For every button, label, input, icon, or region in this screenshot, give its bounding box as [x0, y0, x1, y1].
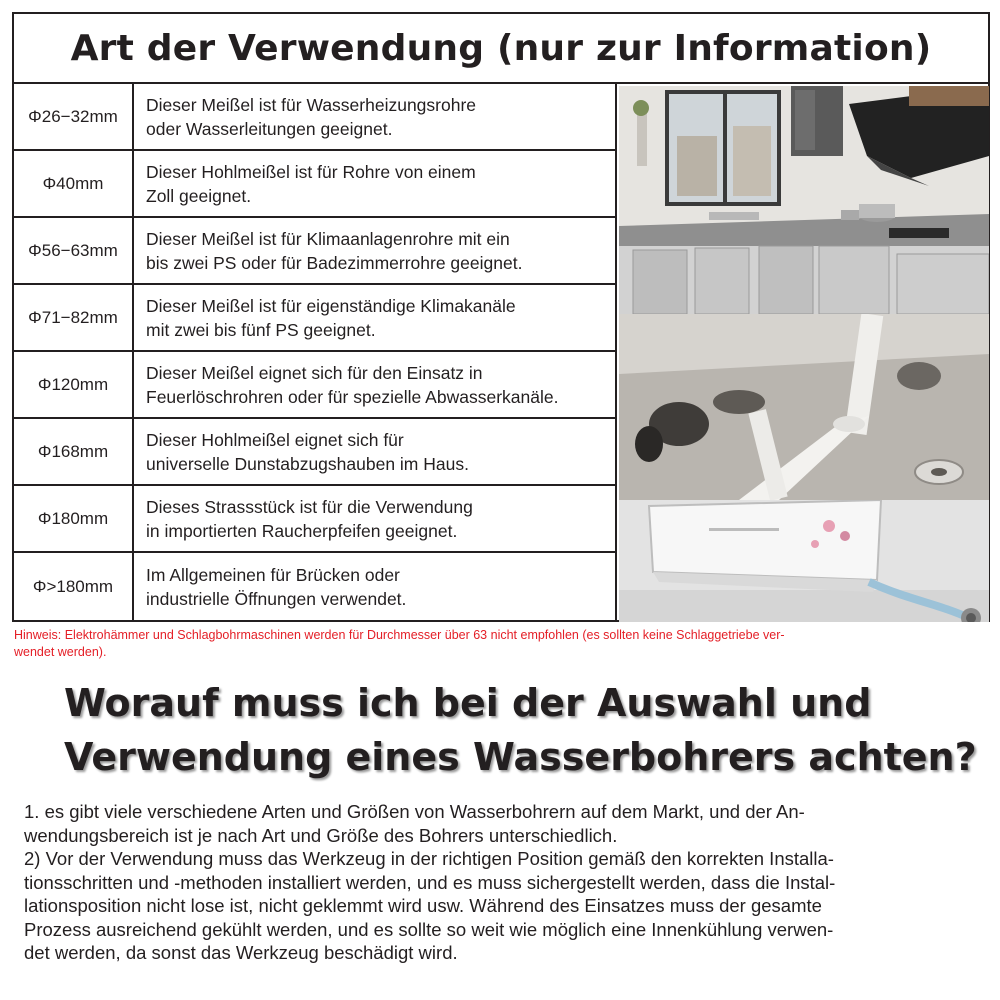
- table-row: [14, 553, 617, 620]
- warning-note: [14, 627, 986, 661]
- description-cell: [134, 495, 473, 543]
- instructions-paragraph: [24, 800, 984, 965]
- description-cell: [134, 227, 522, 275]
- body-line: tionsschritten und -methoden installiert werden, und es muss sichergestellt werden, dass die Instal-: [24, 871, 836, 893]
- diameter-cell: Φ180mm: [14, 486, 134, 551]
- body-line: 2) Vor der Verwendung muss das Werkzeug in der richtigen Position gemäß den korrekten Installa-: [24, 848, 834, 869]
- note-line: wendet werden).: [14, 645, 107, 659]
- table-row: [14, 352, 617, 419]
- diameter-cell: Φ26−32mm: [14, 84, 134, 149]
- description-cell: [134, 93, 476, 141]
- info-table-frame: [12, 12, 990, 622]
- description-line: Im Allgemeinen für Brücken oder: [146, 564, 400, 585]
- pipe-wall-photo: [619, 314, 989, 500]
- body-line: wendungsbereich ist je nach Art und Größe des Bohrers unterschiedlich.: [24, 824, 618, 846]
- table-row: [14, 486, 617, 553]
- diameter-cell: Φ71−82mm: [14, 285, 134, 350]
- title-bar: [14, 14, 988, 84]
- description-line: Feuerlöschrohren oder für spezielle Abwasserkanäle.: [146, 386, 559, 407]
- description-line: Dieser Meißel ist für Klimaanlagenrohre mit ein: [146, 228, 510, 249]
- kitchen-photo: [619, 86, 989, 314]
- table-row: [14, 218, 617, 285]
- heading-line: Verwendung eines Wasserbohrers achten?: [64, 735, 977, 779]
- description-line: oder Wasserleitungen geeignet.: [146, 118, 393, 139]
- description-line: bis zwei PS oder für Badezimmerrohre geeignet.: [146, 252, 523, 273]
- diameter-cell: Φ56−63mm: [14, 218, 134, 283]
- diameter-cell: Φ40mm: [14, 151, 134, 216]
- description-line: industrielle Öffnungen verwendet.: [146, 588, 407, 609]
- note-line: Hinweis: Elektrohämmer und Schlagbohrmaschinen werden für Durchmesser über 63 nicht empfohlen (es sollten keine Schlaggetriebe ver-: [14, 628, 785, 642]
- description-line: Dieser Hohlmeißel eignet sich für: [146, 429, 404, 450]
- description-line: Dieses Strassstück ist für die Verwendung: [146, 496, 473, 517]
- table-row: [14, 419, 617, 486]
- section-heading: [64, 676, 994, 784]
- usage-table: [14, 84, 617, 620]
- description-cell: [134, 160, 476, 208]
- description-line: mit zwei bis fünf PS geeignet.: [146, 319, 376, 340]
- table-row: [14, 285, 617, 352]
- description-line: universelle Dunstabzugshauben im Haus.: [146, 453, 469, 474]
- diameter-cell: Φ>180mm: [14, 553, 134, 620]
- description-cell: [134, 361, 558, 409]
- air-conditioner-photo: [619, 500, 989, 622]
- description-line: Dieser Meißel eignet sich für den Einsatz in: [146, 362, 483, 383]
- body-line: lationsposition nicht lose ist, nicht geklemmt wird usw. Während des Einsatzes muss der gesamte: [24, 895, 822, 916]
- diameter-cell: Φ168mm: [14, 419, 134, 484]
- body-line: det werden, da sonst das Werkzeug beschädigt wird.: [24, 942, 458, 963]
- description-cell: [134, 428, 469, 476]
- page-title: Art der Verwendung (nur zur Information): [70, 27, 932, 69]
- table-row: [14, 84, 617, 151]
- description-cell: [134, 294, 516, 342]
- description-line: Dieser Meißel ist für Wasserheizungsrohre: [146, 94, 477, 115]
- description-line: in importierten Raucherpfeifen geeignet.: [146, 520, 458, 541]
- description-line: Zoll geeignet.: [146, 185, 252, 206]
- heading-line: Worauf muss ich bei der Auswahl und: [64, 681, 872, 725]
- description-cell: [134, 563, 406, 611]
- photo-column: [619, 86, 989, 622]
- description-line: Dieser Hohlmeißel ist für Rohre von einem: [146, 161, 476, 182]
- body-line: 1. es gibt viele verschiedene Arten und Größen von Wasserbohrern auf dem Markt, und der An-: [24, 801, 805, 822]
- body-line: Prozess ausreichend gekühlt werden, und es sollte so weit wie möglich eine Innenkühlung verwen-: [24, 918, 834, 940]
- description-line: Dieser Meißel ist für eigenständige Klimakanäle: [146, 295, 516, 316]
- diameter-cell: Φ120mm: [14, 352, 134, 417]
- table-row: [14, 151, 617, 218]
